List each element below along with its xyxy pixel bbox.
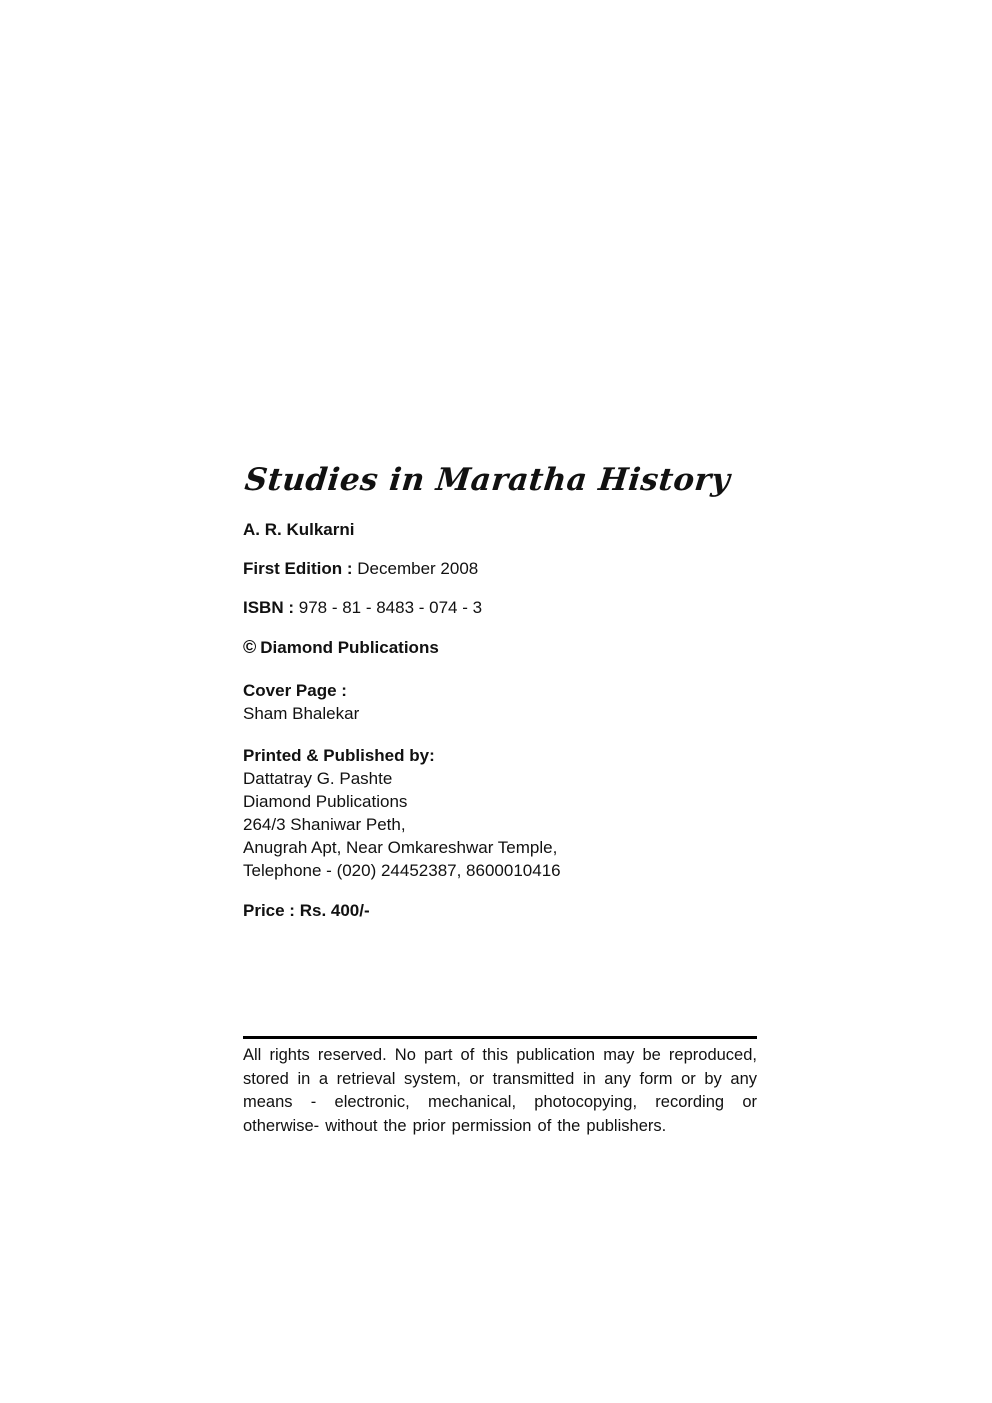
author-line (243, 522, 757, 538)
isbn-label: ISBN : (243, 598, 294, 617)
publication-details (243, 462, 757, 921)
publisher-telephone: Telephone - (020) 24452387, 8600010416 (243, 861, 561, 880)
cover-page-block (243, 679, 757, 725)
publisher-block (243, 744, 757, 882)
publisher-company: Diamond Publications (243, 792, 408, 811)
price-label: Price : (243, 901, 295, 920)
edition-value: December 2008 (357, 559, 479, 578)
price-line (243, 901, 757, 921)
publisher-address-line1: 264/3 Shaniwar Peth, (243, 815, 406, 834)
author-name: A. R. Kulkarni (243, 520, 355, 539)
publisher-name: Dattatray G. Pashte (243, 769, 393, 788)
publisher-address-line2: Anugrah Apt, Near Omkareshwar Temple, (243, 838, 558, 857)
copyright-line (243, 639, 757, 656)
rights-notice: All rights reserved. No part of this publication may be reproduced, stored in a retrieval system, or transmitted in any form or by any means - electronic, mechanical, photocopying, recording or otherwise- without the prior permission of the publishers. (243, 1036, 757, 1138)
cover-page-value: Sham Bhalekar (243, 704, 360, 723)
price-value: Rs. 400/- (299, 901, 370, 920)
edition-line (243, 561, 757, 577)
copyright-icon: © (243, 637, 257, 657)
book-title: Studies in Maratha History (243, 462, 732, 498)
copyright-holder: Diamond Publications (260, 638, 439, 657)
isbn-value: 978 - 81 - 8483 - 074 - 3 (298, 598, 483, 617)
publisher-label: Printed & Published by: (243, 746, 435, 765)
isbn-line (243, 600, 757, 616)
edition-label: First Edition : (243, 559, 353, 578)
cover-page-label: Cover Page : (243, 681, 347, 700)
